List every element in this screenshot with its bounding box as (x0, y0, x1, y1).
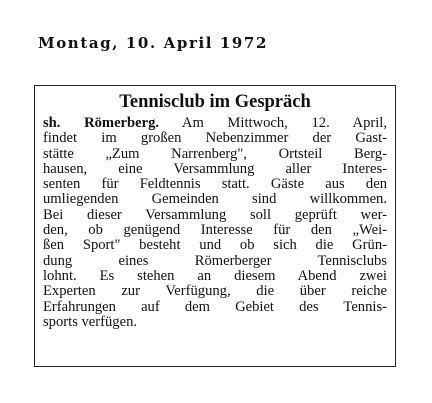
article-first-line (43, 116, 387, 131)
article-line: ßen Sport" besteht und ob sich die Grün- (43, 237, 387, 254)
article-clipping (34, 85, 396, 367)
article-headline: Tennisclub im Gespräch (119, 92, 311, 112)
dateline: Montag, 10. April 1972 (38, 34, 269, 52)
article-line: lohnt. Es stehen an diesem Abend zwei (43, 267, 387, 284)
article-line: den, ob genügend Interesse für den „Wei- (43, 222, 387, 239)
article-line: umliegenden Gemeinden sind willkommen. (43, 191, 387, 208)
article-line: senten für Feldtennis statt. Gäste aus den (43, 176, 387, 193)
article-line: hausen, eine Versammlung aller Interes- (43, 160, 387, 177)
article-line: Experten zur Verfügung, die über reiche (43, 283, 387, 300)
article-line: sports verfügen. (43, 313, 138, 330)
article-line: Erfahrungen auf dem Gebiet des Tennis- (43, 298, 387, 315)
article-byline: sh. Römerberg. (43, 115, 160, 131)
article-line: findet im großen Nebenzimmer der Gast- (43, 130, 387, 147)
article-line: stätte „Zum Narrenberg", Ortsteil Berg- (43, 145, 387, 162)
article-line: Bei dieser Versammlung soll geprüft wer- (43, 206, 387, 223)
article-line: dung eines Römerberger Tennisclubs (43, 252, 387, 269)
article-first-line-text: Am Mittwoch, 12. April, (159, 115, 388, 131)
